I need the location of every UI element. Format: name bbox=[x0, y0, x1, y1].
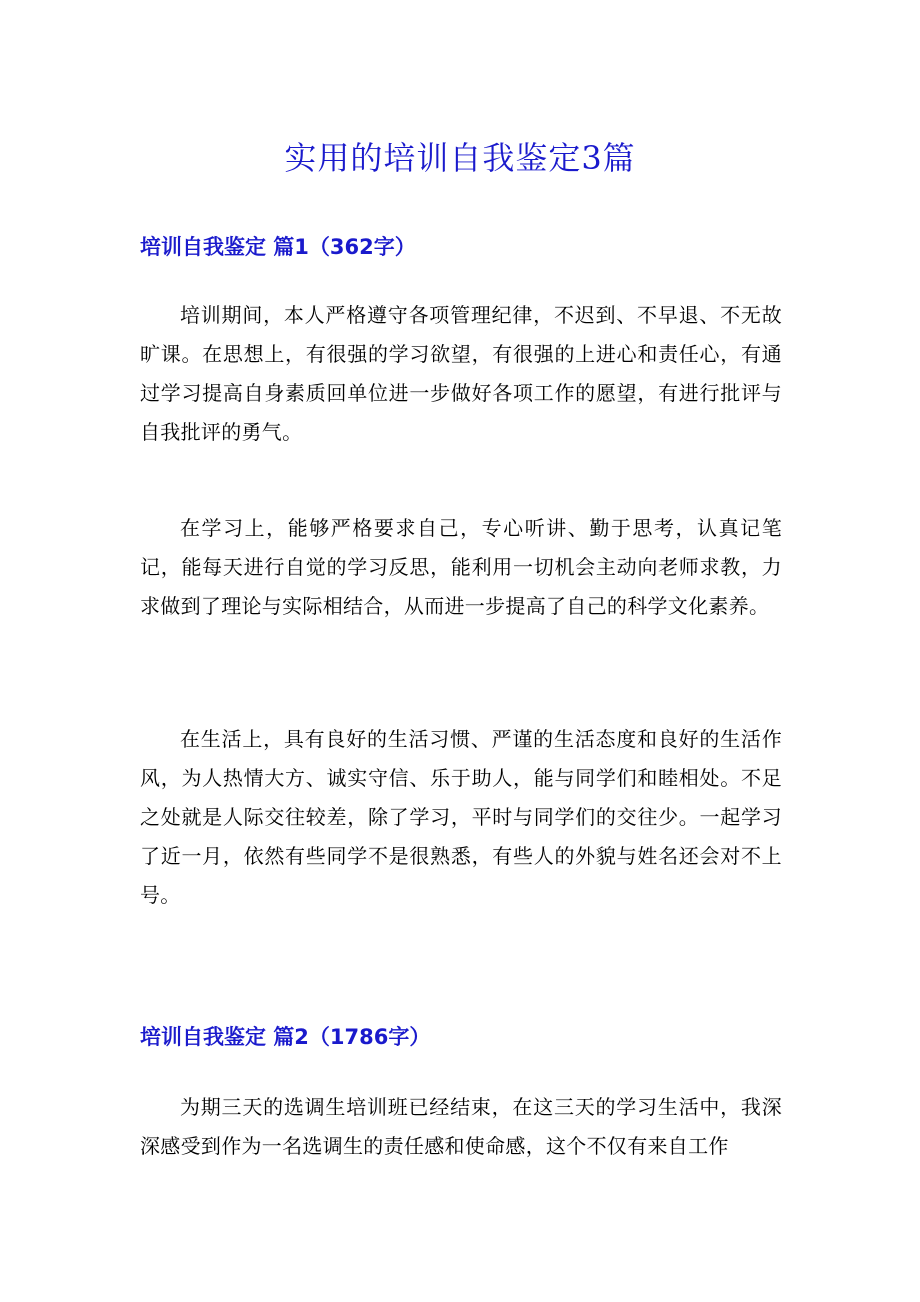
paragraph-1: 培训期间，本人严格遵守各项管理纪律，不迟到、不早退、不无故旷课。在思想上，有很强的学习欲望，有很强的上进心和责任心，有通过学习提高自身素质回单位进一步做好各项工作的愿望，有进行批评与自我批评的勇气。 bbox=[140, 303, 782, 444]
section-heading-1: 培训自我鉴定 篇1（362字） bbox=[140, 235, 416, 259]
paragraph-2: 在学习上，能够严格要求自己，专心听讲、勤于思考，认真记笔记，能每天进行自觉的学习反思，能利用一切机会主动向老师求教，力求做到了理论与实际相结合，从而进一步提高了自己的科学文化素养。 bbox=[140, 516, 782, 618]
paragraph-4: 为期三天的选调生培训班已经结束，在这三天的学习生活中，我深深感受到作为一名选调生的责任感和使命感，这个不仅有来自工作 bbox=[140, 1095, 782, 1158]
section-heading-2: 培训自我鉴定 篇2（1786字） bbox=[140, 1025, 431, 1049]
document-title: 实用的培训自我鉴定3篇 bbox=[284, 139, 636, 177]
paragraph-3: 在生活上，具有良好的生活习惯、严谨的生活态度和良好的生活作风，为人热情大方、诚实守信、乐于助人，能与同学们和睦相处。不足之处就是人际交往较差，除了学习，平时与同学们的交往少。一起学习了近一月，依然有些同学不是很熟悉，有些人的外貌与姓名还会对不上号。 bbox=[140, 727, 782, 907]
